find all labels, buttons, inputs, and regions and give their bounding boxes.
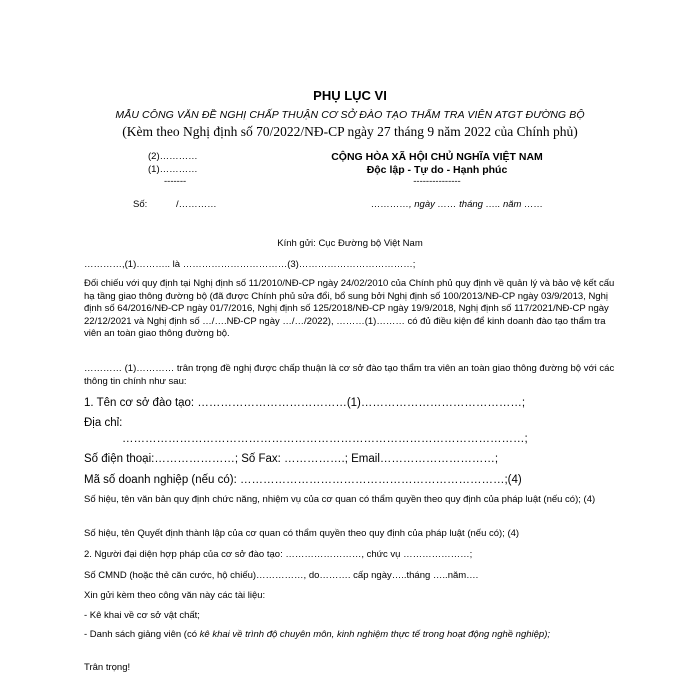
left-block-line-2: (1)………… bbox=[148, 164, 198, 175]
closing-line: Trân trọng! bbox=[84, 662, 131, 673]
representative-line: 2. Người đại diện hợp pháp của cơ sở đào tạo: ……………………, chức vụ …………………; bbox=[84, 549, 473, 560]
doc-date: …………, ngày …… tháng ….. năm …… bbox=[371, 199, 544, 210]
decree-note: (Kèm theo Nghị định số 70/2022/NĐ-CP ngày 27 tháng 9 năm 2022 của Chính phủ) bbox=[122, 124, 578, 139]
field-address-label: Địa chỉ: bbox=[84, 417, 123, 429]
motto: Độc lập - Tự do - Hạnh phúc bbox=[366, 164, 508, 176]
field-training-name: 1. Tên cơ sở đào tạo: …………………………………(1)……………………………………; bbox=[84, 397, 526, 409]
id-line: Số CMND (hoặc thẻ căn cước, hộ chiếu)……………, do………. cấp ngày…..tháng …..năm…. bbox=[84, 570, 479, 581]
establishment-paragraph: Số hiệu, tên Quyết định thành lập của cơ quan có thẩm quyền theo quy định của pháp luật (nếu có); (4) bbox=[84, 528, 520, 539]
request-paragraph: ………… (1)………… trân trọng đề nghị được chấp thuận là cơ sở đào tạo thẩm tra viên an toàn giao thông đường bộ với các thông tin chính như sau: bbox=[84, 363, 615, 387]
doc-number-value: /………… bbox=[176, 199, 217, 210]
intro-line: …………,(1)……….. là ……………………………(3)………………………………; bbox=[84, 259, 416, 270]
attachment-facilities: - Kê khai về cơ sở vật chất; bbox=[84, 610, 200, 621]
legal-basis-paragraph: Đối chiếu với quy định tại Nghị định số 11/2010/NĐ-CP ngày 24/02/2010 của Chính phủ quy định về quản lý và bảo vệ kết cấu hạ tầng giao thông đường bộ (đã được Chính phủ sửa đổi, bổ sung bởi Nghị định số 100/2013/NĐ-CP ngày 03/9/2013, Nghị định số 64/2016/NĐ-CP ngày 01/7/2016, Nghị định số 125/2018/NĐ-CP ngày 19/9/2018, Nghị định số 117/2021/NĐ-CP ngày 22/12/2021 và Nghị định số …/….NĐ-CP ngày …/…/2022), ………(1)……… có đủ điều kiện để kinh doanh đào tạo thẩm tra viên an toàn giao thông đường bộ. bbox=[84, 278, 615, 339]
function-doc-paragraph: Số hiệu, tên văn bản quy định chức năng, nhiệm vụ của cơ quan có thẩm quyền theo quy định của pháp luật (nếu có); (4) bbox=[84, 494, 596, 505]
appendix-title: PHỤ LỤC VI bbox=[313, 88, 387, 103]
recipient-line: Kính gửi: Cục Đường bộ Việt Nam bbox=[277, 238, 423, 249]
field-business-code: Mã số doanh nghiệp (nếu có): ……………………………………………………………;(4) bbox=[84, 474, 522, 486]
attachment-lecturers-prefix: - Danh sách giảng viên (có bbox=[84, 629, 200, 640]
field-address-value: ……………………………………………………………………………………………; bbox=[122, 433, 528, 445]
left-block-line-1: (2)………… bbox=[148, 151, 198, 162]
right-block-divider: --------------- bbox=[413, 176, 461, 187]
attachments-heading: Xin gửi kèm theo công văn này các tài liệu: bbox=[84, 590, 266, 601]
nation-heading: CỘNG HÒA XÃ HỘI CHỦ NGHĨA VIỆT NAM bbox=[331, 151, 543, 163]
left-block-divider: ------- bbox=[164, 176, 187, 187]
field-contact: Số điện thoại:…………………; Số Fax: …………….; Email…………………………; bbox=[84, 453, 499, 465]
doc-number-label: Số: bbox=[133, 199, 148, 210]
attachment-lecturers bbox=[84, 629, 624, 642]
form-subtitle: MẪU CÔNG VĂN ĐỀ NGHỊ CHẤP THUẬN CƠ SỞ ĐÀO TẠO THẨM TRA VIÊN ATGT ĐƯỜNG BỘ bbox=[115, 109, 585, 121]
attachment-lecturers-detail: kê khai về trình độ chuyên môn, kinh nghiệm thực tế trong hoạt động nghề nghiệp); bbox=[199, 629, 551, 640]
